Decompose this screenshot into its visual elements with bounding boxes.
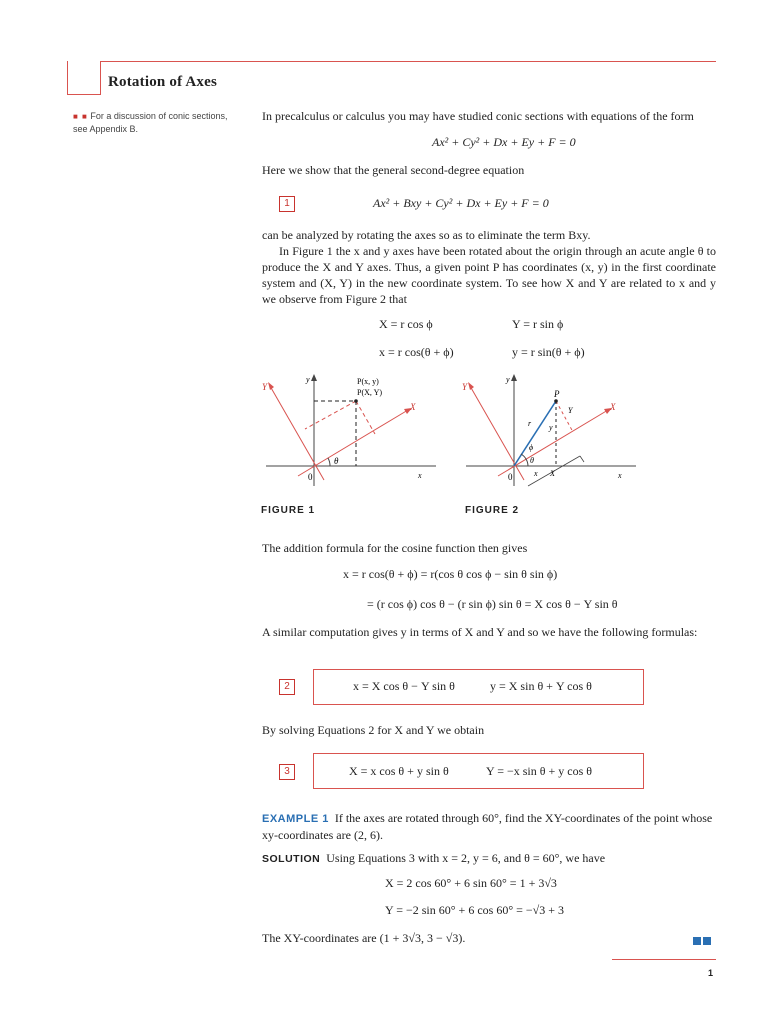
addition-intro: The addition formula for the cosine function then gives [262, 541, 528, 555]
rotate-line1: can be analyzed by rotating the axes so as to eliminate the term Bxy. [262, 228, 591, 242]
solution [262, 850, 716, 867]
equation-2b: y = X sin θ + Y cos θ [490, 679, 592, 693]
fig1-label-X: X [410, 402, 416, 412]
conic-equation: Ax² + Cy² + Dx + Ey + F = 0 [432, 135, 576, 149]
equation-3a: X = x cos θ + y sin θ [349, 764, 449, 778]
fig2-label-Y: Y [462, 382, 468, 392]
fig1-label-Pxy: P(x, y) [357, 377, 379, 386]
example-text: If the axes are rotated through 60°, find the XY-coordinates of the point whose xy-coordinates are (2, 6). [262, 811, 713, 842]
addition-equation-2: = (r cos ϕ) cos θ − (r sin ϕ) sin θ = X cos θ − Y sin θ [367, 597, 618, 611]
note-bullet-icon: ■ ■ [73, 112, 88, 121]
page-number: 1 [708, 968, 714, 978]
figure-2-label: FIGURE 2 [465, 505, 520, 516]
fig1-y-arrow-icon [311, 374, 317, 381]
fig2-y-arrow-icon [511, 374, 517, 381]
similar-paragraph: A similar computation gives y in terms of X and Y and so we have the following formulas: [262, 625, 698, 639]
fig2-label-r: r [528, 419, 532, 428]
fig1-angle-arc [328, 458, 330, 466]
fig2-label-x-seg: x [534, 469, 538, 478]
solving-text: By solving Equations 2 for X and Y we obtain [262, 723, 485, 737]
polar-eq-Y: Y = r sin ϕ [512, 317, 564, 331]
equation-number-3: 3 [279, 764, 295, 780]
equation-1: Ax² + Bxy + Cy² + Dx + Ey + F = 0 [373, 196, 549, 210]
polar-eq-x: x = r cos(θ + ϕ) [379, 345, 454, 359]
fig2-X-dimension-tick [580, 456, 584, 462]
fig2-phi-arc [521, 454, 526, 459]
equation-2a: x = X cos θ − Y sin θ [353, 679, 455, 693]
example-label: EXAMPLE 1 [262, 813, 329, 825]
fig1-point-P [354, 399, 358, 403]
fig2-theta-arc [526, 459, 528, 466]
fig1-Y-arrow-icon [268, 382, 274, 390]
fig2-radius-r [514, 401, 556, 466]
fig2-label-Y-seg: Y [568, 406, 573, 415]
fig1-dash-X [356, 401, 375, 434]
fig2-label-x: x [618, 471, 622, 480]
side-note [73, 110, 243, 136]
fig2-label-X: X [610, 402, 616, 412]
fig2-label-origin: 0 [508, 472, 513, 482]
fig2-Y-arrow-icon [468, 382, 474, 390]
footer-rule [612, 959, 716, 960]
end-of-example-icon [693, 932, 713, 950]
solution-eq-X: X = 2 cos 60° + 6 sin 60° = 1 + 3√3 [385, 876, 557, 890]
fig2-label-X-seg: X [550, 469, 555, 478]
intro-paragraph: In precalculus or calculus you may have studied conic sections with equations of the form [262, 109, 694, 123]
figure-1-label: FIGURE 1 [261, 505, 316, 516]
note-text: For a discussion of conic sections, see Appendix B. [73, 111, 228, 134]
figure-1 [258, 368, 443, 493]
solution-label: SOLUTION [262, 853, 321, 865]
figure-2 [458, 368, 643, 493]
fig2-label-phi: ϕ [529, 443, 534, 452]
fig2-label-theta: θ [530, 456, 534, 465]
equation-3b: Y = −x sin θ + y cos θ [486, 764, 593, 778]
conclusion: The XY-coordinates are (1 + 3√3, 3 − √3). [262, 931, 466, 945]
header-box [67, 61, 101, 95]
fig1-label-Y: Y [262, 382, 268, 392]
rotate-paragraph: In Figure 1 the x and y axes have been rotated about the origin through an acute angle θ to produce the X and Y axes. Thus, a given point P has coordinates (x, y) in the first coordinate system and (X, Y) in the new coordinate system. To see how X and Y are related to x and y we observe from Figure 2 that [262, 244, 716, 306]
fig2-label-y-seg: y [549, 423, 553, 432]
fig2-label-y: y [506, 375, 510, 384]
fig1-label-x: x [418, 471, 422, 480]
solution-eq-Y: Y = −2 sin 60° + 6 cos 60° = −√3 + 3 [385, 903, 565, 917]
addition-equation-1: x = r cos(θ + ϕ) = r(cos θ cos ϕ − sin θ sin ϕ) [343, 567, 558, 581]
fig1-label-y: y [306, 375, 310, 384]
equation-number-1: 1 [279, 196, 295, 212]
fig2-label-P: P [554, 389, 560, 399]
fig1-label-PXY: P(X, Y) [357, 388, 383, 397]
polar-eq-y: y = r sin(θ + ϕ) [512, 345, 585, 359]
solution-text: Using Equations 3 with x = 2, y = 6, and θ = 60°, we have [326, 851, 606, 865]
fig1-label-origin: 0 [308, 472, 313, 482]
header-rule [100, 61, 716, 62]
fig1-dash-Y [305, 401, 356, 429]
polar-eq-X: X = r cos ϕ [379, 317, 433, 331]
example-1 [262, 810, 716, 843]
page-title: Rotation of Axes [108, 74, 218, 90]
general-intro: Here we show that the general second-degree equation [262, 163, 525, 177]
equation-number-2: 2 [279, 679, 295, 695]
fig1-label-theta: θ [334, 456, 339, 466]
fig2-point-P [554, 399, 558, 403]
